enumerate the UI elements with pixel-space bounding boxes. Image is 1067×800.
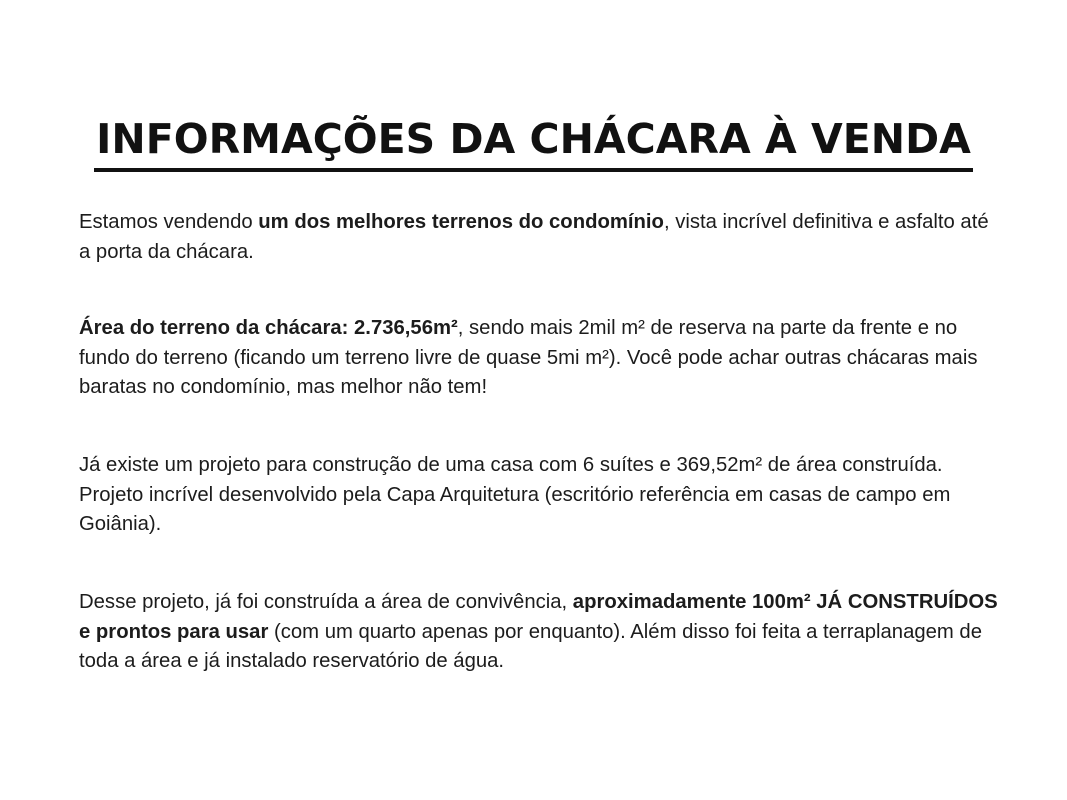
paragraph-text: (com um quarto apenas por enquanto). Além disso foi feita a terraplanagem de toda a área e já instalado reservatório de água. — [79, 620, 982, 672]
paragraph-area — [79, 314, 999, 403]
paragraph-bold-text: aproximadamente 100m² JÁ CONSTRUÍDOS e prontos para usar — [79, 591, 998, 643]
page-title — [0, 108, 1067, 172]
page-title-text: INFORMAÇÕES DA CHÁCARA À VENDA — [94, 110, 973, 172]
paragraph-text: Desse projeto, já foi construída a área de convivência, — [79, 591, 573, 613]
paragraph-text: Estamos vendendo — [79, 211, 259, 233]
paragraph-project — [79, 451, 999, 540]
paragraph-bold-text: Área do terreno da chácara: 2.736,56m² — [79, 317, 458, 339]
paragraph-text: Já existe um projeto para construção de uma casa com 6 suítes e 369,52m² de área construída. Projeto incrível desenvolvido pela Capa Arquitetura (escritório referência em casas de campo em Goiânia). — [79, 454, 951, 535]
paragraph-text: , sendo mais 2mil m² de reserva na parte da frente e no fundo do terreno (ficando um terreno livre de quase 5mi m²). Você pode achar outras chácaras mais baratas no condomínio, mas melhor não tem! — [79, 317, 978, 398]
paragraph-bold-text: um dos melhores terrenos do condomínio — [258, 211, 664, 233]
paragraph-construction — [79, 588, 999, 677]
paragraph-text: , vista incrível definitiva e asfalto até a porta da chácara. — [79, 211, 989, 263]
paragraph-intro — [79, 208, 999, 267]
